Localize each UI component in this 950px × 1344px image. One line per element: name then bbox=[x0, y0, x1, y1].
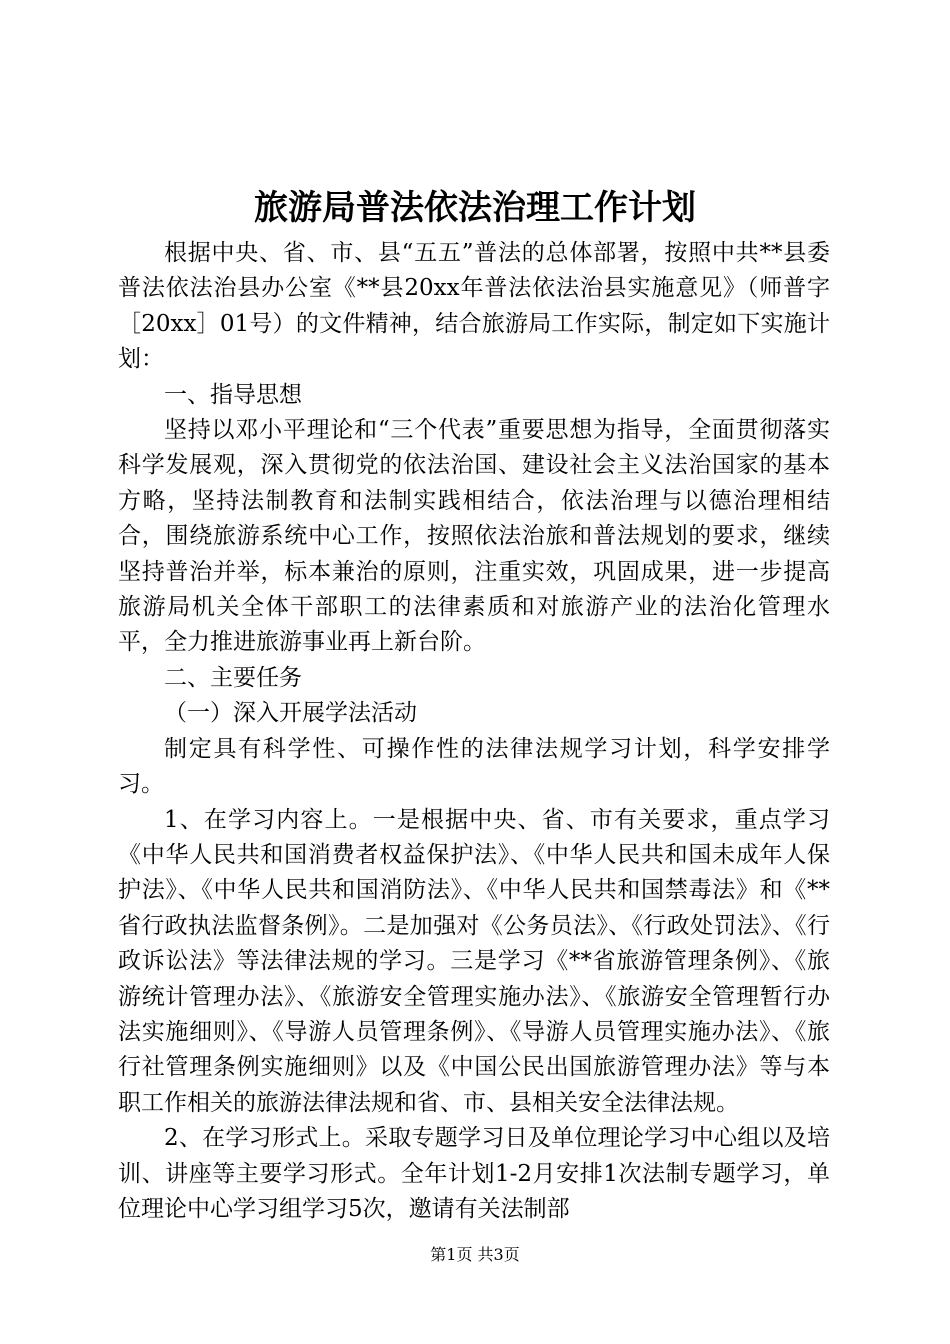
intro-paragraph: 根据中央、省、市、县“五五”普法的总体部署，按照中共**县委普法依法治县办公室《**县20xx年普法依法治县实施意见》（师普字［20xx］01号）的文件精神，结合旅游局工作实际，制定如下实施计划： bbox=[118, 240, 830, 373]
section-heading-main-tasks: 二、主要任务 bbox=[164, 664, 302, 691]
subsection-heading-study-activities: （一）深入开展学法活动 bbox=[164, 700, 417, 727]
document-title: 旅游局普法依法治理工作计划 bbox=[254, 188, 696, 228]
study-content-paragraph: 1、在学习内容上。一是根据中央、省、市有关要求，重点学习《中华人民共和国消费者权益保护法》、《中华人民共和国未成年人保护法》、《中华人民共和国消防法》、《中华人民共和国禁毒法》和《**省行政执法监督条例》。二是加强对《公务员法》、《行政处罚法》、《行政诉讼法》等法律法规的学习。三是学习《**省旅游管理条例》、《旅游统计管理办法》、《旅游安全管理实施办法》、《旅游安全管理暂行办法实施细则》、《导游人员管理条例》、《导游人员管理实施办法》、《旅行社管理条例实施细则》以及《中国公民出国旅游管理办法》等与本职工作相关的旅游法律法规和省、市、县相关安全法律法规。 bbox=[118, 806, 830, 1116]
page-footer: 第1页 共3页 bbox=[430, 1245, 520, 1264]
study-plan-paragraph: 制定具有科学性、可操作性的法律法规学习计划，科学安排学习。 bbox=[118, 735, 830, 798]
document-body bbox=[118, 236, 830, 1227]
section-heading-guiding-ideology: 一、指导思想 bbox=[164, 381, 302, 408]
study-form-paragraph: 2、在学习形式上。采取专题学习日及单位理论学习中心组以及培训、讲座等主要学习形式。全年计划1-2月安排1次法制专题学习，单位理论中心学习组学习5次，邀请有关法制部 bbox=[118, 1125, 830, 1222]
guiding-ideology-paragraph: 坚持以邓小平理论和“三个代表”重要思想为指导，全面贯彻落实科学发展观，深入贯彻党的依法治国、建设社会主义法治国家的基本方略，坚持法制教育和法制实践相结合，依法治理与以德治理相结合，围绕旅游系统中心工作，按照依法治旅和普法规划的要求，继续坚持普治并举，标本兼治的原则，注重实效，巩固成果，进一步提高旅游局机关全体干部职工的法律素质和对旅游产业的法治化管理水平，全力推进旅游事业再上新台阶。 bbox=[118, 417, 830, 656]
